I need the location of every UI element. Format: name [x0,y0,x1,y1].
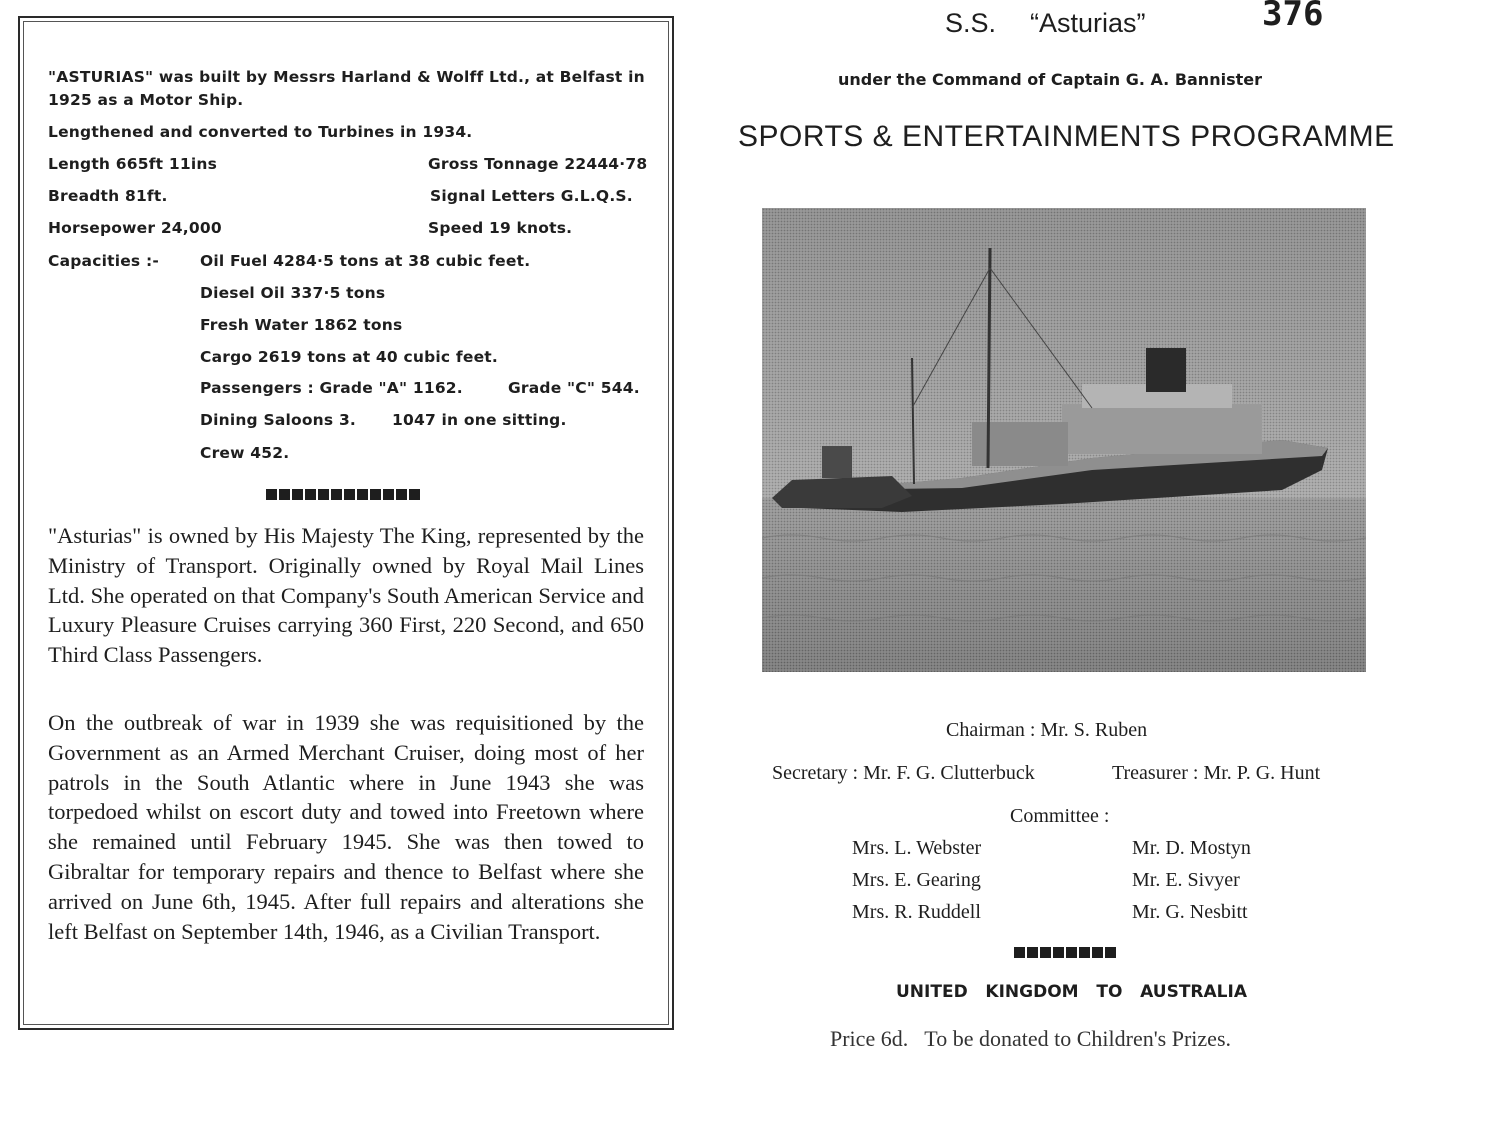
signal-letters-spec: Signal Letters G.L.Q.S. [430,187,633,205]
page-number: 376 [1262,0,1324,34]
length-spec: Length 665ft 11ins [48,155,218,173]
programme-title: SPORTS & ENTERTAINMENTS PROGRAMME [738,120,1395,153]
committee-label: Committee : [1010,805,1110,827]
ownership-paragraph: "Asturias" is owned by His Majesty The King, represented by the Ministry of Transport. Originally owned by Royal Mail Lines Ltd. She operated on that Company's South American Service and Luxury Pleasure Cruises carrying 360 First, 220 Second, and 650 Third Class Passengers. [48,523,644,668]
ship-prefix: S.S. [945,8,997,38]
ship-name: “Asturias” [1030,8,1146,38]
left-divider [266,489,420,500]
passengers-grade-a-spec: Passengers : Grade "A" 1162. [200,379,463,397]
intro-line-2: 1925 as a Motor Ship. [48,91,244,109]
capacities-label: Capacities :- [48,252,159,270]
diesel-oil-spec: Diesel Oil 337·5 tons [200,284,386,302]
chairman-line: Chairman : Mr. S. Ruben [946,719,1148,741]
route-line: UNITED KINGDOM TO AUSTRALIA [896,982,1247,1002]
war-history-paragraph: On the outbreak of war in 1939 she was requisitioned by the Government as an Armed Merchant Cruiser, doing most of her patrols in the South Atlantic where in June 1943 she was torpedoed whilst on escort duty and towed into Freetown where she remained until February 1945. She was then towed to Gibraltar for temporary repairs and thence to Belfast where she arrived on June 6th, 1945. After full repairs and alterations she left Belfast on September 14th, 1946, as a Civilian Transport. [48,710,644,944]
committee-member-left-2: Mrs. E. Gearing [852,869,981,891]
fresh-water-spec: Fresh Water 1862 tons [200,316,403,334]
right-divider [1014,947,1116,958]
one-sitting-spec: 1047 in one sitting. [392,411,567,429]
horsepower-spec: Horsepower 24,000 [48,219,222,237]
committee-member-left-1: Mrs. L. Webster [852,837,982,859]
intro-line-1: "ASTURIAS" was built by Messrs Harland & Wolff Ltd., at Belfast in [48,68,645,86]
committee-member-right-1: Mr. D. Mostyn [1132,837,1251,859]
committee-member-right-3: Mr. G. Nesbitt [1132,901,1248,923]
committee-member-right-2: Mr. E. Sivyer [1132,869,1240,891]
cargo-spec: Cargo 2619 tons at 40 cubic feet. [200,348,498,366]
dining-saloons-spec: Dining Saloons 3. [200,411,357,429]
gross-tonnage-spec: Gross Tonnage 22444·78 [428,155,648,173]
passengers-grade-c-spec: Grade "C" 544. [508,379,640,397]
command-line: under the Command of Captain G. A. Bannister [838,70,1262,89]
breadth-spec: Breadth 81ft. [48,187,168,205]
price-line: Price 6d. To be donated to Children's Prizes. [830,1026,1232,1051]
speed-spec: Speed 19 knots. [428,219,573,237]
crew-spec: Crew 452. [200,444,290,462]
ship-photo [762,208,1366,672]
oil-fuel-spec: Oil Fuel 4284·5 tons at 38 cubic feet. [200,252,531,270]
committee-member-left-3: Mrs. R. Ruddell [852,901,981,923]
treasurer-line: Treasurer : Mr. P. G. Hunt [1112,762,1321,784]
lengthened-line: Lengthened and converted to Turbines in 1934. [48,123,473,141]
secretary-line: Secretary : Mr. F. G. Clutterbuck [772,762,1035,784]
